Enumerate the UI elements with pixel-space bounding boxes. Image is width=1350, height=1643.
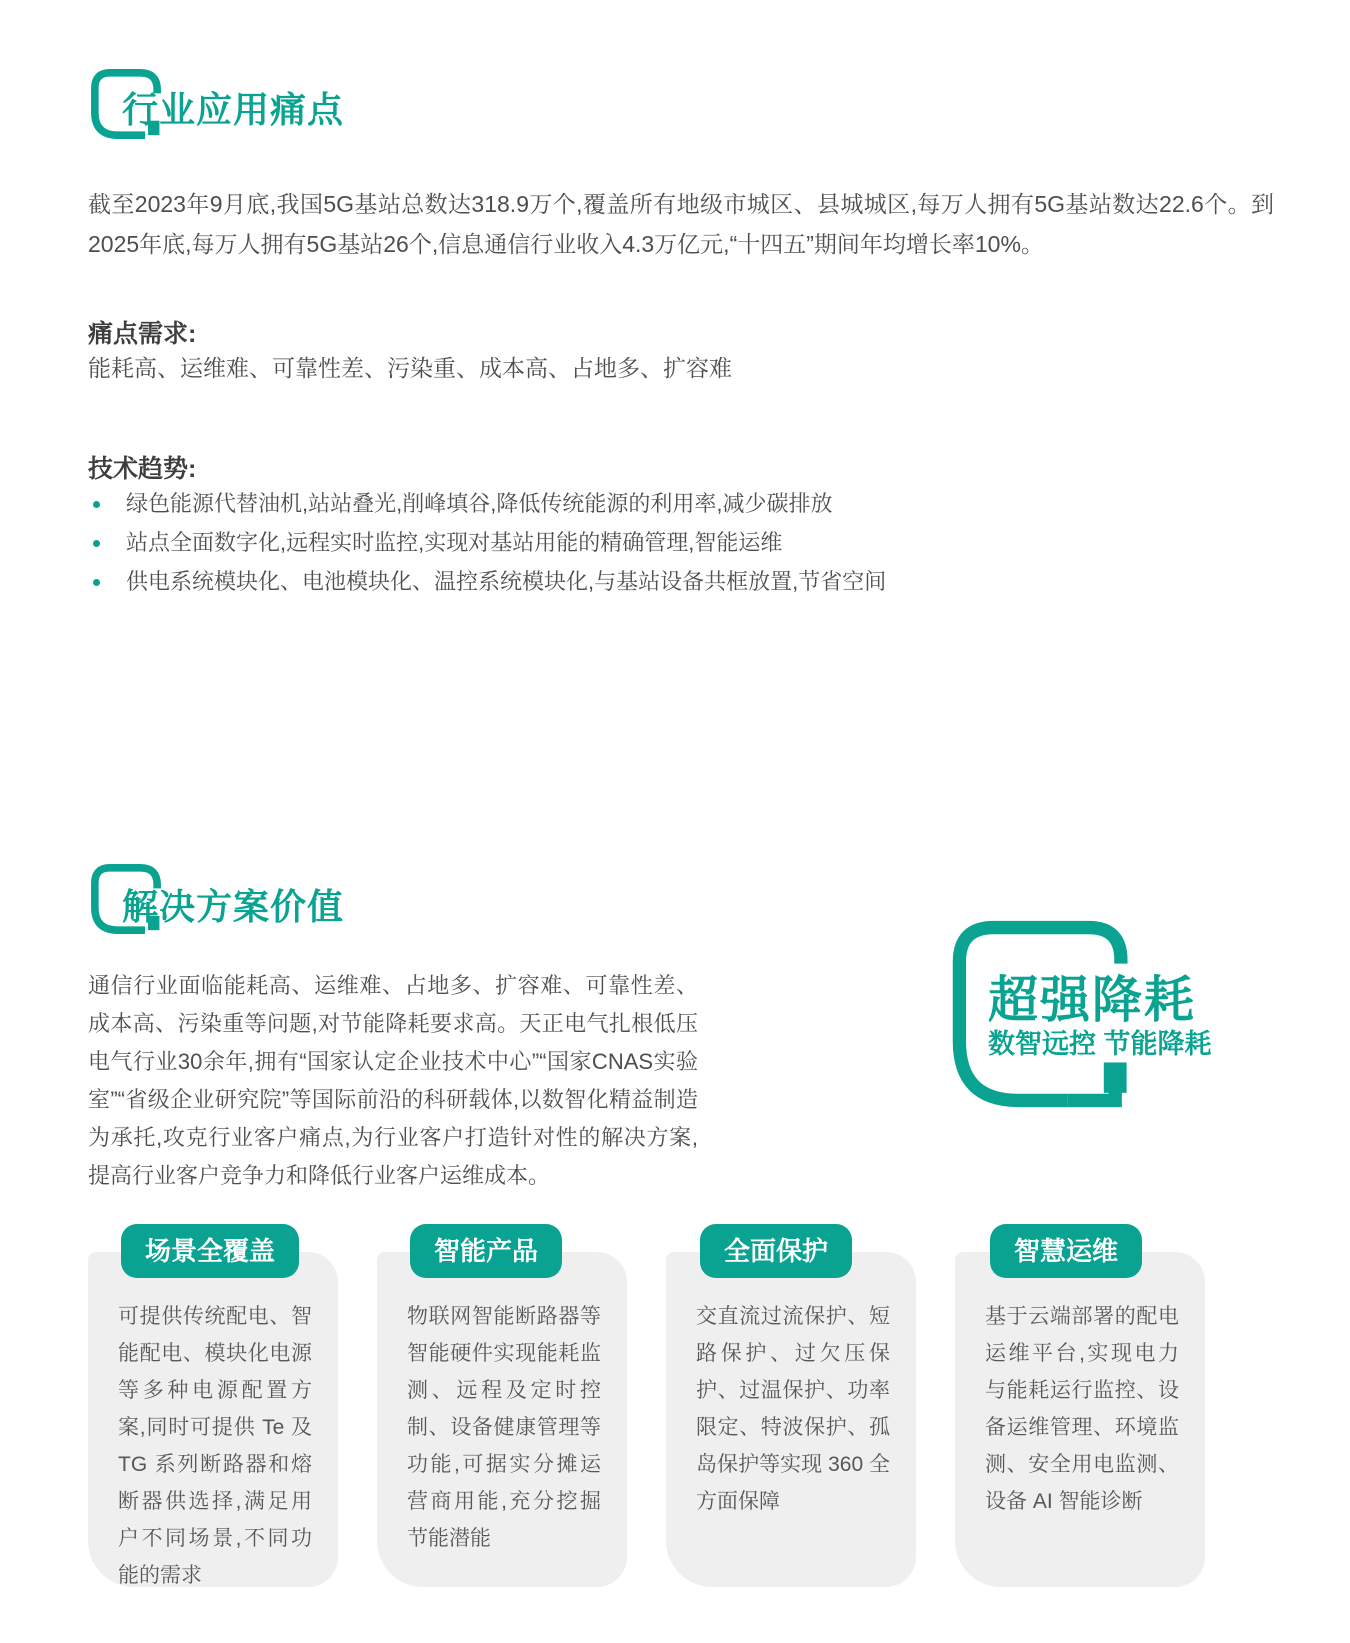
pain-demand-heading: 痛点需求: xyxy=(88,320,197,348)
section-title-industry-pain-points: 行业应用痛点 xyxy=(122,89,345,130)
feature-card-tag: 场景全覆盖 xyxy=(121,1224,299,1278)
feature-card-tag: 全面保护 xyxy=(700,1224,852,1278)
feature-card-text: 可提供传统配电、智能配电、模块化电源等多种电源配置方案,同时可提供 Te 及 TG 系列断路器和熔断器供选择,满足用户不同场景,不同功能的需求 xyxy=(118,1305,312,1587)
section-title-solution-value: 解决方案价值 xyxy=(122,886,345,927)
feature-card-smart-products xyxy=(377,1252,627,1587)
feature-card-full-protection xyxy=(666,1252,916,1587)
tech-trend-item: 绿色能源代替油机,站站叠光,削峰填谷,降低传统能源的利用率,减少碳排放 xyxy=(88,484,988,523)
solution-value-paragraph: 通信行业面临能耗高、运维难、占地多、扩容难、可靠性差、成本高、污染重等问题,对节能降耗要求高。天正电气扎根低压电气行业30余年,拥有“国家认定企业技术中心”“国家CNAS实验室”“省级企业研究院”等国际前沿的科研载体,以数智化精益制造为承托,攻克行业客户痛点,为行业客户打造针对性的解决方案,提高行业客户竞争力和降低行业客户运维成本。 xyxy=(88,973,698,1188)
feature-card-smart-ops xyxy=(955,1252,1205,1587)
feature-card-tag: 智能产品 xyxy=(410,1224,562,1278)
feature-card-text: 物联网智能断路器等智能硬件实现能耗监测、远程及定时控制、设备健康管理等功能,可据实分摊运营商用能,充分挖掘节能潜能 xyxy=(407,1305,601,1550)
tech-trend-item: 站点全面数字化,远程实时监控,实现对基站用能的精确管理,智能运维 xyxy=(88,523,988,562)
badge-title: 超强降耗 xyxy=(988,972,1196,1028)
feature-card-text: 基于云端部署的配电运维平台,实现电力与能耗运行监控、设备运维管理、环境监测、安全用电监测、设备 AI 智能诊断 xyxy=(985,1305,1179,1513)
feature-card-scene-coverage xyxy=(88,1252,338,1587)
tech-trend-heading: 技术趋势: xyxy=(88,455,197,483)
industry-intro-paragraph: 截至2023年9月底,我国5G基站总数达318.9万个,覆盖所有地级市城区、县城城区,每万人拥有5G基站数达22.6个。到2025年底,每万人拥有5G基站26个,信息通信行业收入4.3万亿元,“十四五”期间年均增长率10%。 xyxy=(88,191,1274,257)
tech-trend-item: 供电系统模块化、电池模块化、温控系统模块化,与基站设备共框放置,节省空间 xyxy=(88,562,988,601)
feature-card-tag: 智慧运维 xyxy=(990,1224,1142,1278)
badge-subtitle: 数智远控 节能降耗 xyxy=(988,1029,1212,1059)
tech-trend-list xyxy=(88,484,988,601)
feature-card-text: 交直流过流保护、短路保护、过欠压保护、过温保护、功率限定、特波保护、孤岛保护等实现 360 全方面保障 xyxy=(696,1305,890,1513)
pain-demand-text: 能耗高、运维难、可靠性差、污染重、成本高、占地多、扩容难 xyxy=(88,355,732,381)
